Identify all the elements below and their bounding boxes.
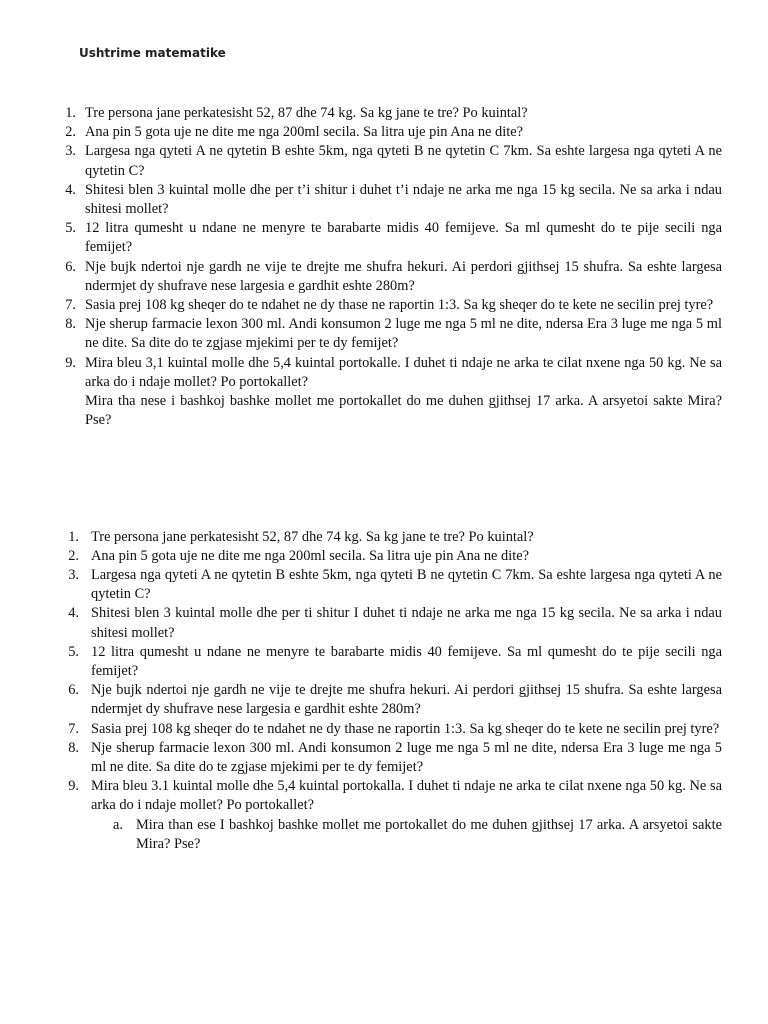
list-item: [0, 566, 722, 604]
list-item: [0, 219, 722, 257]
item-number: 1.: [65, 105, 76, 121]
item-text: 12 litra qumesht u ndane ne menyre te barabarte midis 40 femijeve. Sa ml qumesht do te pije secili nga femijet?: [91, 643, 722, 679]
list-item: [0, 354, 722, 431]
list-item: [0, 777, 722, 854]
item-text: Mira bleu 3.1 kuintal molle dhe 5,4 kuintal portokalla. I duhet ti ndaje ne arka te cilat nxene nga 50 kg. Ne sa arka do i ndaje mollet? Po portokallet?: [91, 778, 722, 814]
list-item: [0, 104, 722, 123]
item-text: Sasia prej 108 kg sheqer do te ndahet ne dy thase ne raportin 1:3. Sa kg sheqer do te kete ne secilin prej tyre?: [91, 720, 720, 737]
sub-item-letter: a.: [113, 816, 123, 833]
exercise-list-first: [0, 104, 768, 430]
sub-item-text: Mira than ese I bashkoj bashke mollet me portokallet do me duhen gjithsej 17 arka. A arsyetoi sakte Mira? Pse?: [136, 816, 722, 852]
exercise-list-second: [0, 528, 768, 854]
item-number: 9.: [68, 778, 79, 795]
item-text: Sasia prej 108 kg sheqer do te ndahet ne dy thase ne raportin 1:3. Sa kg sheqer do te kete ne secilin prej tyre?: [85, 297, 714, 314]
list-item: [0, 739, 722, 777]
item-text: Mira bleu 3,1 kuintal molle dhe 5,4 kuintal portokalle. I duhet ti ndaje ne arka te cilat nxene nga 50 kg. Ne sa arka do i ndaje mollet? Po portokallet?: [85, 354, 722, 390]
item-number: 8.: [68, 739, 79, 756]
list-item: [0, 123, 722, 142]
sub-list: [91, 816, 722, 854]
item-number: 3.: [65, 143, 76, 160]
list-item: [0, 296, 722, 315]
list-item: [0, 142, 722, 180]
item-text: Nje sherup farmacie lexon 300 ml. Andi konsumon 2 luge me nga 5 ml ne dite, ndersa Era 3 luge me nga 5 ml ne dite. Sa dite do te zgjase mjekimi per te dy femijet?: [91, 739, 722, 775]
list-item: [0, 315, 722, 353]
item-number: 9.: [65, 354, 76, 371]
item-number: 6.: [65, 258, 76, 275]
list-item: [0, 604, 722, 642]
item-extra-text: Mira tha nese i bashkoj bashke mollet me portokallet do me duhen gjithsej 17 arka. A arsyetoi sakte Mira? Pse?: [85, 393, 722, 429]
list-item: [0, 720, 722, 739]
item-number: 2.: [65, 124, 76, 141]
item-text: Nje bujk ndertoi nje gardh ne vije te drejte me shufra hekuri. Ai perdori gjithsej 15 shufra. Sa eshte largesa ndermjet dy shufrave nese largesia e gardhit eshte 280m?: [85, 258, 722, 294]
item-text: Tre persona jane perkatesisht 52, 87 dhe 74 kg. Sa kg jane te tre? Po kuintal?: [85, 105, 528, 121]
item-text: Tre persona jane perkatesisht 52, 87 dhe 74 kg. Sa kg jane te tre? Po kuintal?: [91, 528, 534, 545]
item-text: Ana pin 5 gota uje ne dite me nga 200ml secila. Sa litra uje pin Ana ne dite?: [91, 547, 529, 564]
item-number: 2.: [68, 547, 79, 564]
item-number: 6.: [68, 682, 79, 699]
list-item: [0, 181, 722, 219]
item-text: Nje sherup farmacie lexon 300 ml. Andi konsumon 2 luge me nga 5 ml ne dite, ndersa Era 3 luge me nga 5 ml ne dite. Sa dite do te zgjase mjekimi per te dy femijet?: [85, 316, 722, 352]
list-item: [0, 258, 722, 296]
item-number: 5.: [68, 643, 79, 660]
list-item: [0, 681, 722, 719]
item-number: 3.: [68, 566, 79, 583]
item-text: Shitesi blen 3 kuintal molle dhe per t’i shitur i duhet t’i ndaje ne arka me nga 15 kg secila. Ne sa arka i ndau shitesi mollet?: [85, 181, 722, 218]
item-text: Nje bujk ndertoi nje gardh ne vije te drejte me shufra hekuri. Ai perdori gjithsej 15 shufra. Sa eshte largesa ndermjet dy shufrave nese largesia e gardhit eshte 280m?: [91, 682, 722, 718]
page-title: Ushtrime matematike: [79, 46, 226, 60]
item-number: 4.: [65, 181, 76, 198]
list-item: [0, 547, 722, 566]
item-number: 8.: [65, 316, 76, 333]
item-text: Largesa nga qyteti A ne qytetin B eshte 5km, nga qyteti B ne qytetin C 7km. Sa eshte largesa nga qyteti A ne qytetin C?: [91, 566, 722, 603]
item-text: Shitesi blen 3 kuintal molle dhe per ti shitur I duhet ti ndaje ne arka me nga 15 kg secila. Ne sa arka i ndau shitesi mollet?: [91, 605, 722, 641]
item-number: 1.: [68, 528, 79, 545]
item-text: Largesa nga qyteti A ne qytetin B eshte 5km, nga qyteti B ne qytetin C 7km. Sa eshte largesa nga qyteti A ne qytetin C?: [85, 143, 722, 179]
sub-list-item: [91, 816, 722, 854]
item-number: 4.: [68, 605, 79, 622]
list-item: [0, 528, 722, 547]
item-text: 12 litra qumesht u ndane ne menyre te barabarte midis 40 femijeve. Sa ml qumesht do te pije secili nga femijet?: [85, 220, 722, 256]
item-number: 7.: [65, 297, 76, 314]
item-number: 5.: [65, 220, 76, 237]
item-number: 7.: [68, 720, 79, 737]
item-text: Ana pin 5 gota uje ne dite me nga 200ml secila. Sa litra uje pin Ana ne dite?: [85, 124, 523, 141]
list-item: [0, 643, 722, 681]
